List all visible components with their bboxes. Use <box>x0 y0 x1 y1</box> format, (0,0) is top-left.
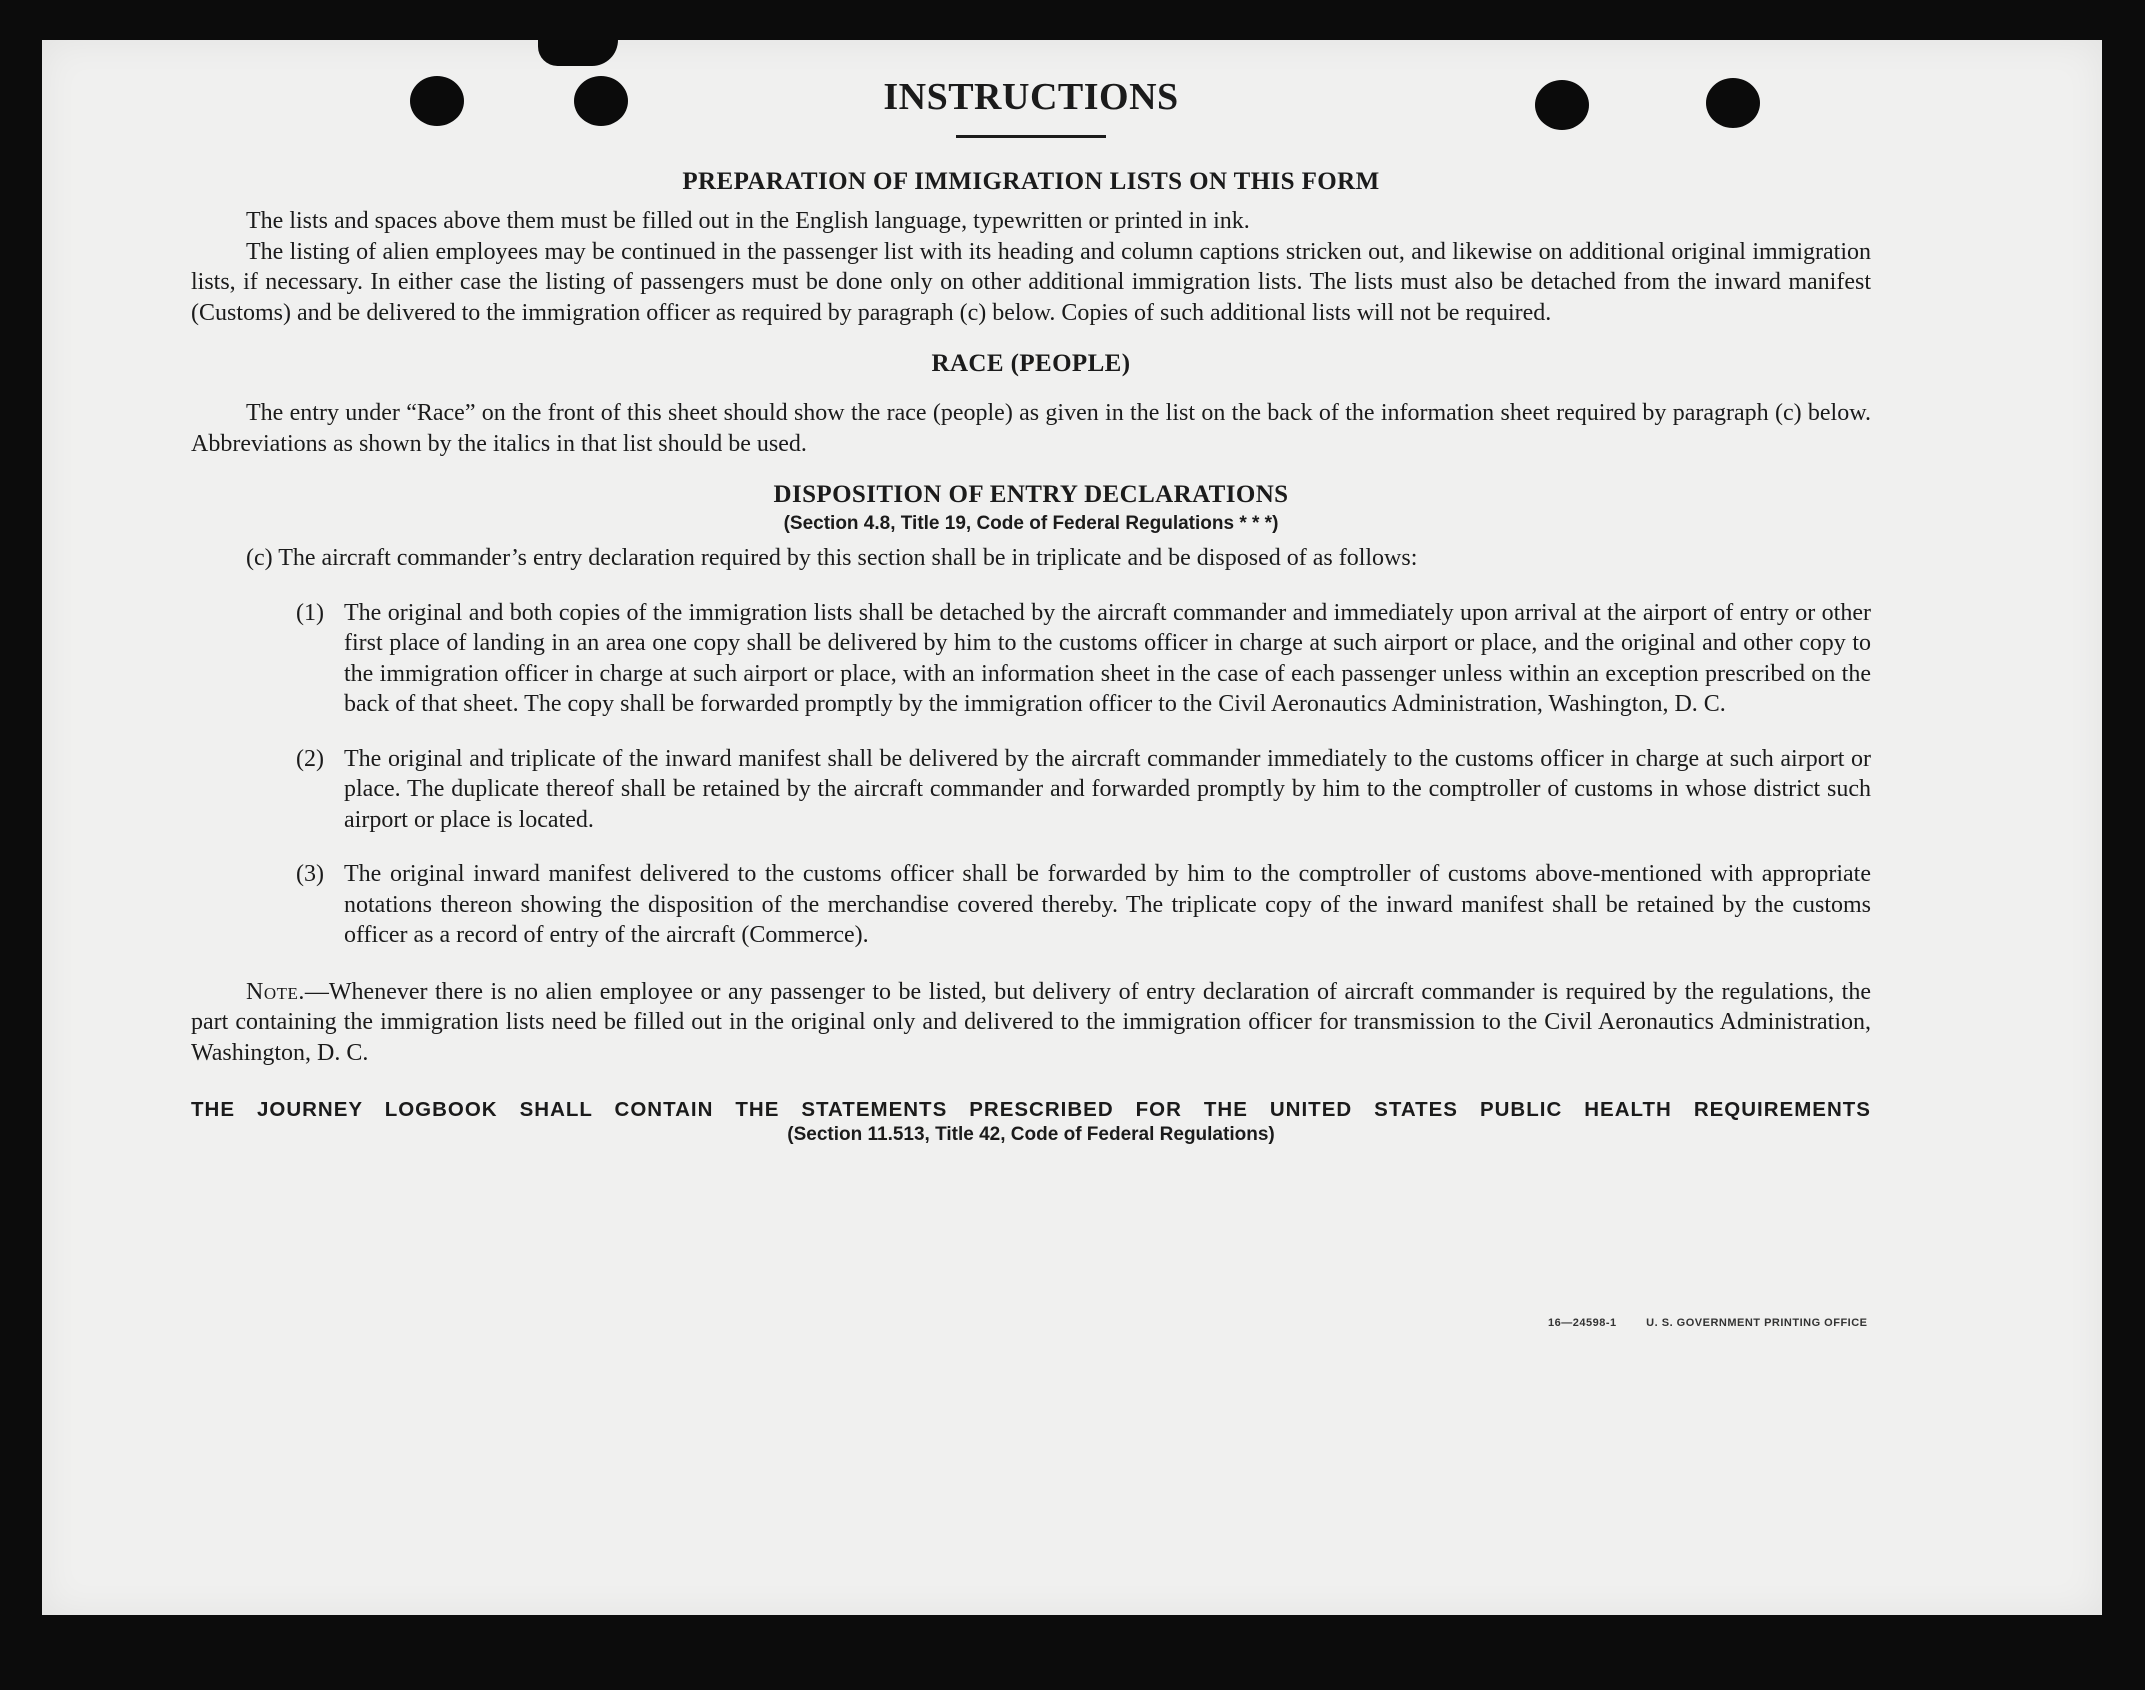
preparation-paragraph-2: The listing of alien employees may be continued in the passenger list with its heading and column captions stricken out, and likewise on additional original immigration lists, if necessary. In either case the listing of passengers must be done only on other additional immigration lists. The lists must also be detached from the inward manifest (Customs) and be delivered to the immigration officer as required by paragraph (c) below. Copies of such additional lists will not be required. <box>191 238 1871 326</box>
disposition-intro: (c) The aircraft commander’s entry declaration required by this section shall be in triplicate and be disposed of as follows: <box>246 545 1418 571</box>
note-label: Note. <box>246 978 305 1005</box>
title-underline <box>956 135 1106 138</box>
torn-edge <box>538 40 618 66</box>
preparation-paragraph-1: The lists and spaces above them must be filled out in the English language, typewritten or printed in ink. <box>246 208 1250 234</box>
item-number: (3) <box>296 861 324 887</box>
note-paragraph <box>191 977 1871 1069</box>
health-citation: (Section 11.513, Title 42, Code of Federal Regulations) <box>787 1124 1275 1145</box>
disposition-item-1 <box>296 598 1871 720</box>
page-title: INSTRUCTIONS <box>883 76 1179 118</box>
disposition-item-3 <box>296 859 1871 951</box>
note-text: —Whenever there is no alien employee or any passenger to be listed, but delivery of entry declaration of aircraft commander is required by the regulations, the part containing the immigration lists need be filled out in the original only and delivered to the immigration officer for transmission to the Civil Aeronautics Administration, Washington, D. C. <box>191 978 1871 1066</box>
race-heading: RACE (PEOPLE) <box>931 350 1131 377</box>
disposition-citation: (Section 4.8, Title 19, Code of Federal Regulations * * *) <box>783 513 1279 534</box>
preparation-heading: PREPARATION OF IMMIGRATION LISTS ON THIS FORM <box>682 168 1380 195</box>
disposition-heading: DISPOSITION OF ENTRY DECLARATIONS <box>773 481 1289 508</box>
disposition-item-2 <box>296 744 1871 836</box>
printer-imprint <box>1548 1317 1868 1329</box>
race-paragraph: The entry under “Race” on the front of this sheet should show the race (people) as given in the list on the back of the information sheet required by paragraph (c) below. Abbreviations as shown by the italics in that list should be used. <box>191 400 1871 457</box>
item-number: (1) <box>296 599 324 626</box>
health-statement: THE JOURNEY LOGBOOK SHALL CONTAIN THE STATEMENTS PRESCRIBED FOR THE UNITED STATES PUBLIC HEALTH REQUIREMENTS <box>191 1098 1871 1121</box>
instructions-content <box>191 75 1871 1154</box>
form-number: 16—24598-1 <box>1548 1317 1617 1329</box>
item-text: The original and triplicate of the inward manifest shall be delivered by the aircraft commander immediately to the customs officer in charge at such airport or place. The duplicate thereof shall be retained by the aircraft commander and forwarded promptly by him to the comptroller of customs in whose district such airport or place is located. <box>344 745 1871 833</box>
item-text: The original and both copies of the immigration lists shall be detached by the aircraft commander and immediately upon arrival at the airport of entry or other first place of landing in an area one copy shall be delivered by him to the customs officer in charge at such airport or place, and the original and other copy to the immigration officer in charge at such airport or place, with an information sheet in the case of each passenger unless within an exception prescribed on the back of that sheet. The copy shall be forwarded promptly by the immigration officer to the Civil Aeronautics Administration, Washington, D. C. <box>344 599 1871 717</box>
item-number: (2) <box>296 745 324 772</box>
item-text: The original inward manifest delivered to the customs officer shall be forwarded by him to the comptroller of customs above-mentioned with appropriate notations thereon showing the disposition of the merchandise covered thereby. The triplicate copy of the inward manifest shall be retained by the customs officer as a record of entry of the aircraft (Commerce). <box>344 861 1871 948</box>
printer-name: U. S. GOVERNMENT PRINTING OFFICE <box>1646 1317 1868 1329</box>
